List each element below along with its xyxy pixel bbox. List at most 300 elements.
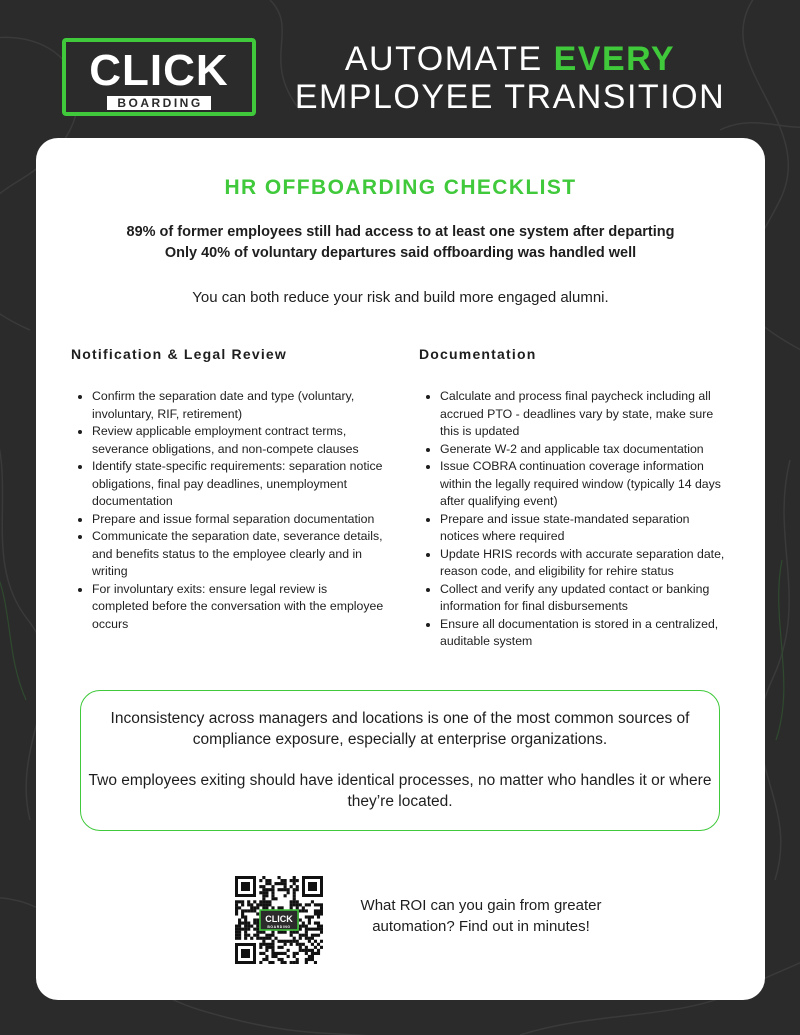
qr-module (281, 952, 284, 955)
qr-module (302, 925, 305, 928)
headline-accent-word: EVERY (553, 40, 676, 78)
key-statistics (36, 222, 765, 264)
qr-module (308, 903, 311, 906)
roi-prompt: What ROI can you gain from greater automation? Find out in minutes! (360, 897, 602, 935)
qr-module (259, 943, 262, 946)
qr-module (290, 906, 293, 909)
section-heading: Notification & Legal Review (71, 346, 287, 362)
qr-module (296, 961, 299, 964)
qr-module (293, 876, 296, 879)
qr-module (238, 931, 241, 934)
qr-module (259, 879, 262, 882)
qr-module (253, 928, 256, 931)
statistic-voluntary: Only 40% of voluntary departures said offboarding was handled well (164, 245, 637, 261)
checklist (71, 388, 386, 633)
qr-module (311, 937, 314, 940)
qr-module (244, 937, 247, 940)
qr-module (311, 900, 314, 903)
qr-module (238, 906, 241, 909)
qr-module (293, 900, 296, 903)
qr-module (253, 934, 256, 937)
qr-module (241, 922, 244, 925)
qr-module (284, 882, 287, 885)
qr-module (247, 922, 250, 925)
qr-module (284, 961, 287, 964)
qr-module (274, 897, 277, 900)
callout-paragraph: Inconsistency across managers and locations is one of the most common sources of compliance exposure, especially at enterprise organizations. (110, 710, 690, 748)
headline-line-1 (290, 40, 730, 78)
qr-module (290, 961, 293, 964)
qr-module (241, 903, 244, 906)
qr-module (244, 922, 247, 925)
qr-module (320, 928, 323, 931)
qr-module (284, 952, 287, 955)
qr-module (253, 922, 256, 925)
qr-module (265, 943, 268, 946)
qr-module (271, 949, 274, 952)
qr-module (259, 961, 262, 964)
qr-module (259, 952, 262, 955)
qr-module (241, 900, 244, 903)
qr-module (265, 934, 268, 937)
qr-module (308, 940, 311, 943)
qr-module (317, 903, 320, 906)
qr-module (284, 940, 287, 943)
compliance-callout (80, 690, 720, 831)
qr-module (299, 909, 302, 912)
qr-module (268, 961, 271, 964)
qr-module (253, 900, 256, 903)
qr-module (250, 937, 253, 940)
qr-module (305, 937, 308, 940)
qr-module (271, 955, 274, 958)
qr-module (320, 946, 323, 949)
headline-line-2: EMPLOYEE TRANSITION (294, 78, 726, 116)
qr-module (281, 958, 284, 961)
qr-module (311, 943, 314, 946)
qr-module (262, 906, 265, 909)
qr-module (268, 943, 271, 946)
list-item: Communicate the separation date, severance details, and benefits status to the employee clearly and in writing (71, 528, 386, 581)
qr-module (308, 922, 311, 925)
qr-module (281, 906, 284, 909)
qr-module (320, 909, 323, 912)
qr-module (311, 928, 314, 931)
qr-module (268, 882, 271, 885)
qr-module (241, 909, 244, 912)
qr-module (265, 955, 268, 958)
list-item: Ensure all documentation is stored in a centralized, auditable system (419, 616, 729, 651)
qr-module (293, 882, 296, 885)
checklist-title: HR OFFBOARDING CHECKLIST (224, 176, 577, 199)
qr-module (268, 888, 271, 891)
qr-module (277, 931, 280, 934)
qr-module (311, 934, 314, 937)
qr-module (259, 937, 262, 940)
qr-module (281, 879, 284, 882)
notification-legal-section (71, 346, 386, 633)
qr-module (235, 925, 238, 928)
qr-module (262, 952, 265, 955)
qr-module (302, 934, 305, 937)
qr-module (305, 909, 308, 912)
checklist (419, 388, 729, 651)
qr-module (277, 888, 280, 891)
qr-module (277, 882, 280, 885)
qr-module (259, 903, 262, 906)
qr-module (302, 949, 305, 952)
qr-module (265, 949, 268, 952)
documentation-section (419, 346, 729, 651)
qr-module (314, 961, 317, 964)
qr-module (271, 943, 274, 946)
qr-module (314, 952, 317, 955)
qr-module (262, 931, 265, 934)
qr-module (277, 876, 280, 879)
qr-module (262, 937, 265, 940)
qr-module (256, 903, 259, 906)
qr-module (247, 928, 250, 931)
qr-module (305, 952, 308, 955)
qr-module (235, 931, 238, 934)
qr-module (262, 888, 265, 891)
qr-module (293, 955, 296, 958)
qr-module (259, 885, 262, 888)
qr-module (305, 903, 308, 906)
qr-module (311, 915, 314, 918)
logo-wordmark: CLICK (89, 46, 229, 95)
qr-module (281, 946, 284, 949)
qr-module (308, 928, 311, 931)
list-item: Collect and verify any updated contact or banking information for final disbursements (419, 581, 729, 616)
qr-module (241, 912, 244, 915)
qr-module (235, 906, 238, 909)
qr-module (320, 925, 323, 928)
qr-module (302, 943, 305, 946)
qr-module (277, 906, 280, 909)
qr-module (281, 961, 284, 964)
qr-module (265, 937, 268, 940)
qr-module (281, 888, 284, 891)
qr-module (235, 937, 238, 940)
qr-module (241, 928, 244, 931)
qr-module (305, 931, 308, 934)
qr-module (293, 888, 296, 891)
qr-module (296, 906, 299, 909)
qr-module (277, 952, 280, 955)
qr-module (284, 931, 287, 934)
headline-prefix: AUTOMATE (344, 40, 543, 78)
list-item: Identify state-specific requirements: separation notice obligations, final pay deadlines, unemployment documentation (71, 458, 386, 511)
qr-module (247, 925, 250, 928)
qr-module (274, 955, 277, 958)
qr-module (314, 934, 317, 937)
qr-module (314, 912, 317, 915)
qr-module (317, 949, 320, 952)
qr-module (314, 909, 317, 912)
qr-module (293, 894, 296, 897)
qr-module (277, 946, 280, 949)
qr-module (235, 903, 238, 906)
qr-module (305, 946, 308, 949)
qr-module (314, 903, 317, 906)
callout-paragraph: Two employees exiting should have identical processes, no matter who handles it or where they’re located. (88, 772, 712, 810)
qr-module (262, 897, 265, 900)
qr-module (271, 888, 274, 891)
qr-module (265, 906, 268, 909)
qr-module (320, 931, 323, 934)
qr-module (296, 940, 299, 943)
qr-module (235, 900, 238, 903)
qr-module (290, 940, 293, 943)
qr-module (296, 888, 299, 891)
qr-module (250, 903, 253, 906)
qr-module (262, 903, 265, 906)
qr-module (253, 906, 256, 909)
qr-module (277, 958, 280, 961)
qr-module (262, 885, 265, 888)
qr-module (268, 946, 271, 949)
qr-module (293, 879, 296, 882)
logo-subtitle: BOARDING (107, 96, 210, 110)
qr-module (290, 879, 293, 882)
qr-module (299, 925, 302, 928)
qr-module (299, 918, 302, 921)
qr-module (271, 961, 274, 964)
qr-module (241, 915, 244, 918)
qr-module (277, 940, 280, 943)
qr-module (256, 931, 259, 934)
qr-module (247, 934, 250, 937)
qr-module (287, 891, 290, 894)
qr-module (268, 937, 271, 940)
qr-module (293, 952, 296, 955)
qr-module (244, 925, 247, 928)
qr-module (235, 909, 238, 912)
qr-module (238, 928, 241, 931)
qr-module (317, 943, 320, 946)
qr-module (259, 891, 262, 894)
qr-module (250, 906, 253, 909)
qr-module (265, 958, 268, 961)
qr-logo-subtext: BOARDING (267, 925, 291, 929)
qr-module (262, 943, 265, 946)
qr-module (305, 928, 308, 931)
list-item: Update HRIS records with accurate separation date, reason code, and eligibility for rehire status (419, 546, 729, 581)
list-item: Calculate and process final paycheck including all accrued PTO - deadlines vary by state, make sure this is updated (419, 388, 729, 441)
qr-module (265, 882, 268, 885)
intro-text: You can both reduce your risk and build more engaged alumni. (192, 289, 609, 306)
qr-module (293, 897, 296, 900)
qr-module (320, 906, 323, 909)
qr-module (274, 937, 277, 940)
qr-module (308, 955, 311, 958)
qr-module (268, 900, 271, 903)
qr-module (290, 943, 293, 946)
qr-module (274, 882, 277, 885)
qr-module (308, 958, 311, 961)
qr-module (256, 928, 259, 931)
qr-module (259, 900, 262, 903)
qr-module (296, 903, 299, 906)
qr-module (244, 918, 247, 921)
list-item: Review applicable employment contract terms, severance obligations, and non-compete clauses (71, 423, 386, 458)
qr-module (281, 931, 284, 934)
qr-module (314, 928, 317, 931)
qr-module (271, 940, 274, 943)
qr-module (256, 937, 259, 940)
qr-module (305, 915, 308, 918)
qr-module (250, 909, 253, 912)
qr-module (268, 903, 271, 906)
qr-module (299, 903, 302, 906)
page-headline (290, 40, 730, 116)
qr-module (274, 952, 277, 955)
qr-module (302, 909, 305, 912)
qr-module (302, 906, 305, 909)
qr-module (299, 943, 302, 946)
qr-module (308, 915, 311, 918)
qr-module (284, 943, 287, 946)
qr-module (317, 928, 320, 931)
qr-module (311, 955, 314, 958)
qr-module (317, 922, 320, 925)
qr-module (256, 912, 259, 915)
qr-module (271, 906, 274, 909)
qr-module (287, 955, 290, 958)
qr-module (317, 925, 320, 928)
qr-module (247, 903, 250, 906)
qr-module (305, 934, 308, 937)
qr-module (320, 940, 323, 943)
qr-module (317, 934, 320, 937)
qr-module (311, 958, 314, 961)
qr-module (253, 909, 256, 912)
qr-module (284, 885, 287, 888)
qr-module (320, 912, 323, 915)
qr-module (299, 949, 302, 952)
qr-module (290, 900, 293, 903)
qr-module (296, 900, 299, 903)
qr-module (238, 922, 241, 925)
qr-module (296, 879, 299, 882)
statistic-access: 89% of former employees still had access to at least one system after departing (126, 224, 675, 240)
qr-module (271, 891, 274, 894)
qr-module (302, 922, 305, 925)
qr-module (265, 946, 268, 949)
qr-module (317, 909, 320, 912)
qr-module (268, 934, 271, 937)
qr-module (284, 894, 287, 897)
qr-module (299, 934, 302, 937)
qr-module (256, 934, 259, 937)
qr-module (238, 934, 241, 937)
qr-module (262, 876, 265, 879)
qr-module (287, 888, 290, 891)
qr-module (308, 949, 311, 952)
qr-module (305, 958, 308, 961)
qr-module (308, 918, 311, 921)
qr-module (305, 925, 308, 928)
qr-module (299, 946, 302, 949)
qr-module (308, 937, 311, 940)
qr-module (314, 922, 317, 925)
qr-module (238, 918, 241, 921)
qr-module (290, 931, 293, 934)
qr-module (271, 885, 274, 888)
click-boarding-logo (62, 38, 256, 116)
list-item: Prepare and issue state-mandated separation notices where required (419, 511, 729, 546)
qr-module (314, 940, 317, 943)
qr-module (296, 885, 299, 888)
qr-module (250, 925, 253, 928)
qr-module (235, 912, 238, 915)
qr-module (314, 946, 317, 949)
qr-module (287, 940, 290, 943)
qr-module (311, 949, 314, 952)
qr-module (271, 946, 274, 949)
qr-module (320, 903, 323, 906)
qr-module (296, 958, 299, 961)
list-item: Generate W-2 and applicable tax documentation (419, 441, 729, 459)
qr-code[interactable] (235, 876, 323, 964)
qr-module (244, 915, 247, 918)
qr-module (265, 888, 268, 891)
qr-module (317, 915, 320, 918)
qr-module (262, 894, 265, 897)
qr-module (271, 952, 274, 955)
list-item: Issue COBRA continuation coverage information within the legally required window (typically 14 days after qualifying event) (419, 458, 729, 511)
list-item: Prepare and issue formal separation documentation (71, 511, 386, 529)
qr-module (256, 925, 259, 928)
list-item: For involuntary exits: ensure legal review is completed before the conversation with the employee occurs (71, 581, 386, 634)
qr-module (262, 900, 265, 903)
qr-module (290, 903, 293, 906)
qr-module (238, 937, 241, 940)
qr-module (268, 879, 271, 882)
qr-module (265, 900, 268, 903)
qr-module (293, 891, 296, 894)
qr-module (296, 943, 299, 946)
qr-module (317, 952, 320, 955)
qr-module (256, 906, 259, 909)
qr-module (247, 909, 250, 912)
qr-module (311, 952, 314, 955)
qr-module (293, 903, 296, 906)
qr-module (253, 918, 256, 921)
qr-module (296, 931, 299, 934)
qr-module (235, 928, 238, 931)
qr-module (281, 940, 284, 943)
list-item: Confirm the separation date and type (voluntary, involuntary, RIF, retirement) (71, 388, 386, 423)
qr-module (256, 922, 259, 925)
qr-module (293, 940, 296, 943)
qr-module (293, 937, 296, 940)
qr-module (259, 931, 262, 934)
qr-module (262, 891, 265, 894)
qr-module (262, 958, 265, 961)
qr-module (256, 918, 259, 921)
qr-center-logo (260, 910, 298, 930)
qr-module (290, 885, 293, 888)
checklist-card (36, 138, 765, 1000)
qr-module (299, 928, 302, 931)
qr-module (299, 937, 302, 940)
qr-module (271, 934, 274, 937)
qr-module (244, 934, 247, 937)
qr-module (305, 961, 308, 964)
qr-module (271, 897, 274, 900)
